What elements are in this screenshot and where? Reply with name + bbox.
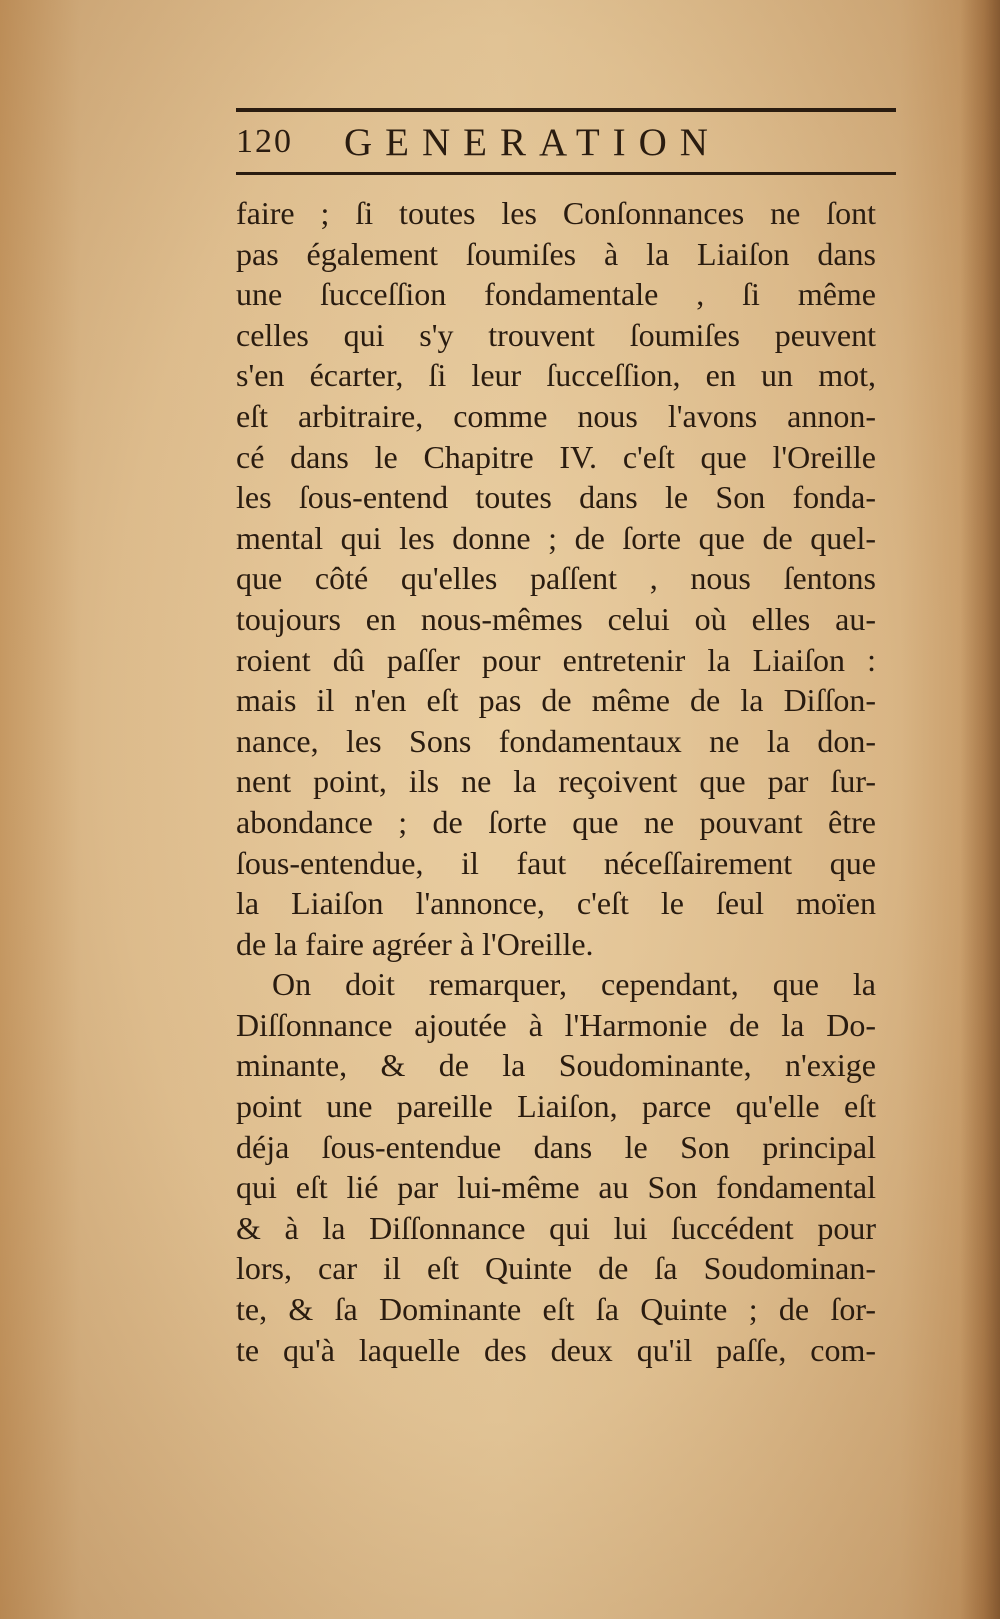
header-rule-bottom: [236, 172, 896, 175]
text-line: lors, car il eſt Quinte de ſa Soudominan-: [236, 1250, 876, 1287]
text-line: nance, les Sons fondamentaux ne la don-: [236, 722, 876, 759]
text-line: point une pareille Liaiſon, parce qu'elle eſt: [236, 1088, 876, 1125]
text-line: pas également ſoumiſes à la Liaiſon dans: [236, 235, 876, 272]
text-line: que côté qu'elles paſſent , nous ſentons: [236, 560, 876, 597]
body-text: [236, 193, 876, 1370]
text-line: abondance ; de ſorte que ne pouvant être: [236, 803, 876, 840]
text-line: toujours en nous-mêmes celui où elles au-: [236, 600, 876, 637]
text-line: de la faire agréer à l'Oreille.: [236, 925, 594, 962]
text-line: s'en écarter, ſi leur ſucceſſion, en un mot,: [236, 357, 876, 394]
text-line: nent point, ils ne la reçoivent que par ſur-: [236, 763, 876, 800]
text-line: mental qui les donne ; de ſorte que de quel-: [236, 519, 876, 556]
text-line: eſt arbitraire, comme nous l'avons annon-: [236, 397, 876, 434]
text-line: ſous-entendue, il faut néceſſairement que: [236, 844, 876, 881]
page-header: [236, 114, 896, 170]
text-line: cé dans le Chapitre IV. c'eſt que l'Oreille: [236, 438, 876, 475]
text-line: & à la Diſſonnance qui lui ſuccédent pour: [236, 1209, 876, 1246]
text-line: te qu'à laquelle des deux qu'il paſſe, com-: [236, 1331, 876, 1368]
text-line: déja ſous-entendue dans le Son principal: [236, 1128, 876, 1165]
running-head: GENERATION: [344, 120, 721, 164]
header-rule-top: [236, 108, 896, 112]
text-line: les ſous-entend toutes dans le Son fonda-: [236, 479, 876, 516]
text-line: celles qui s'y trouvent ſoumiſes peuvent: [236, 316, 876, 353]
page-gutter-shadow: [960, 0, 1000, 1619]
text-line: faire ; ſi toutes les Conſonnances ne ſont: [236, 195, 876, 231]
text-line: Diſſonnance ajoutée à l'Harmonie de la Do-: [236, 1006, 876, 1043]
text-line: qui eſt lié par lui-même au Son fondamental: [236, 1169, 876, 1206]
text-line: minante, & de la Soudominante, n'exige: [236, 1047, 876, 1084]
text-line: te, & ſa Dominante eſt ſa Quinte ; de ſor-: [236, 1291, 876, 1328]
text-line: une ſucceſſion fondamentale , ſi même: [236, 276, 876, 313]
text-line: On doit remarquer, cependant, que la: [272, 966, 876, 1003]
text-line: la Liaiſon l'annonce, c'eſt le ſeul moïen: [236, 885, 876, 922]
text-line: mais il n'en eſt pas de même de la Diſſon-: [236, 682, 876, 719]
text-line: roient dû paſſer pour entretenir la Liaiſon :: [236, 641, 876, 678]
page-number: 120: [236, 123, 293, 160]
